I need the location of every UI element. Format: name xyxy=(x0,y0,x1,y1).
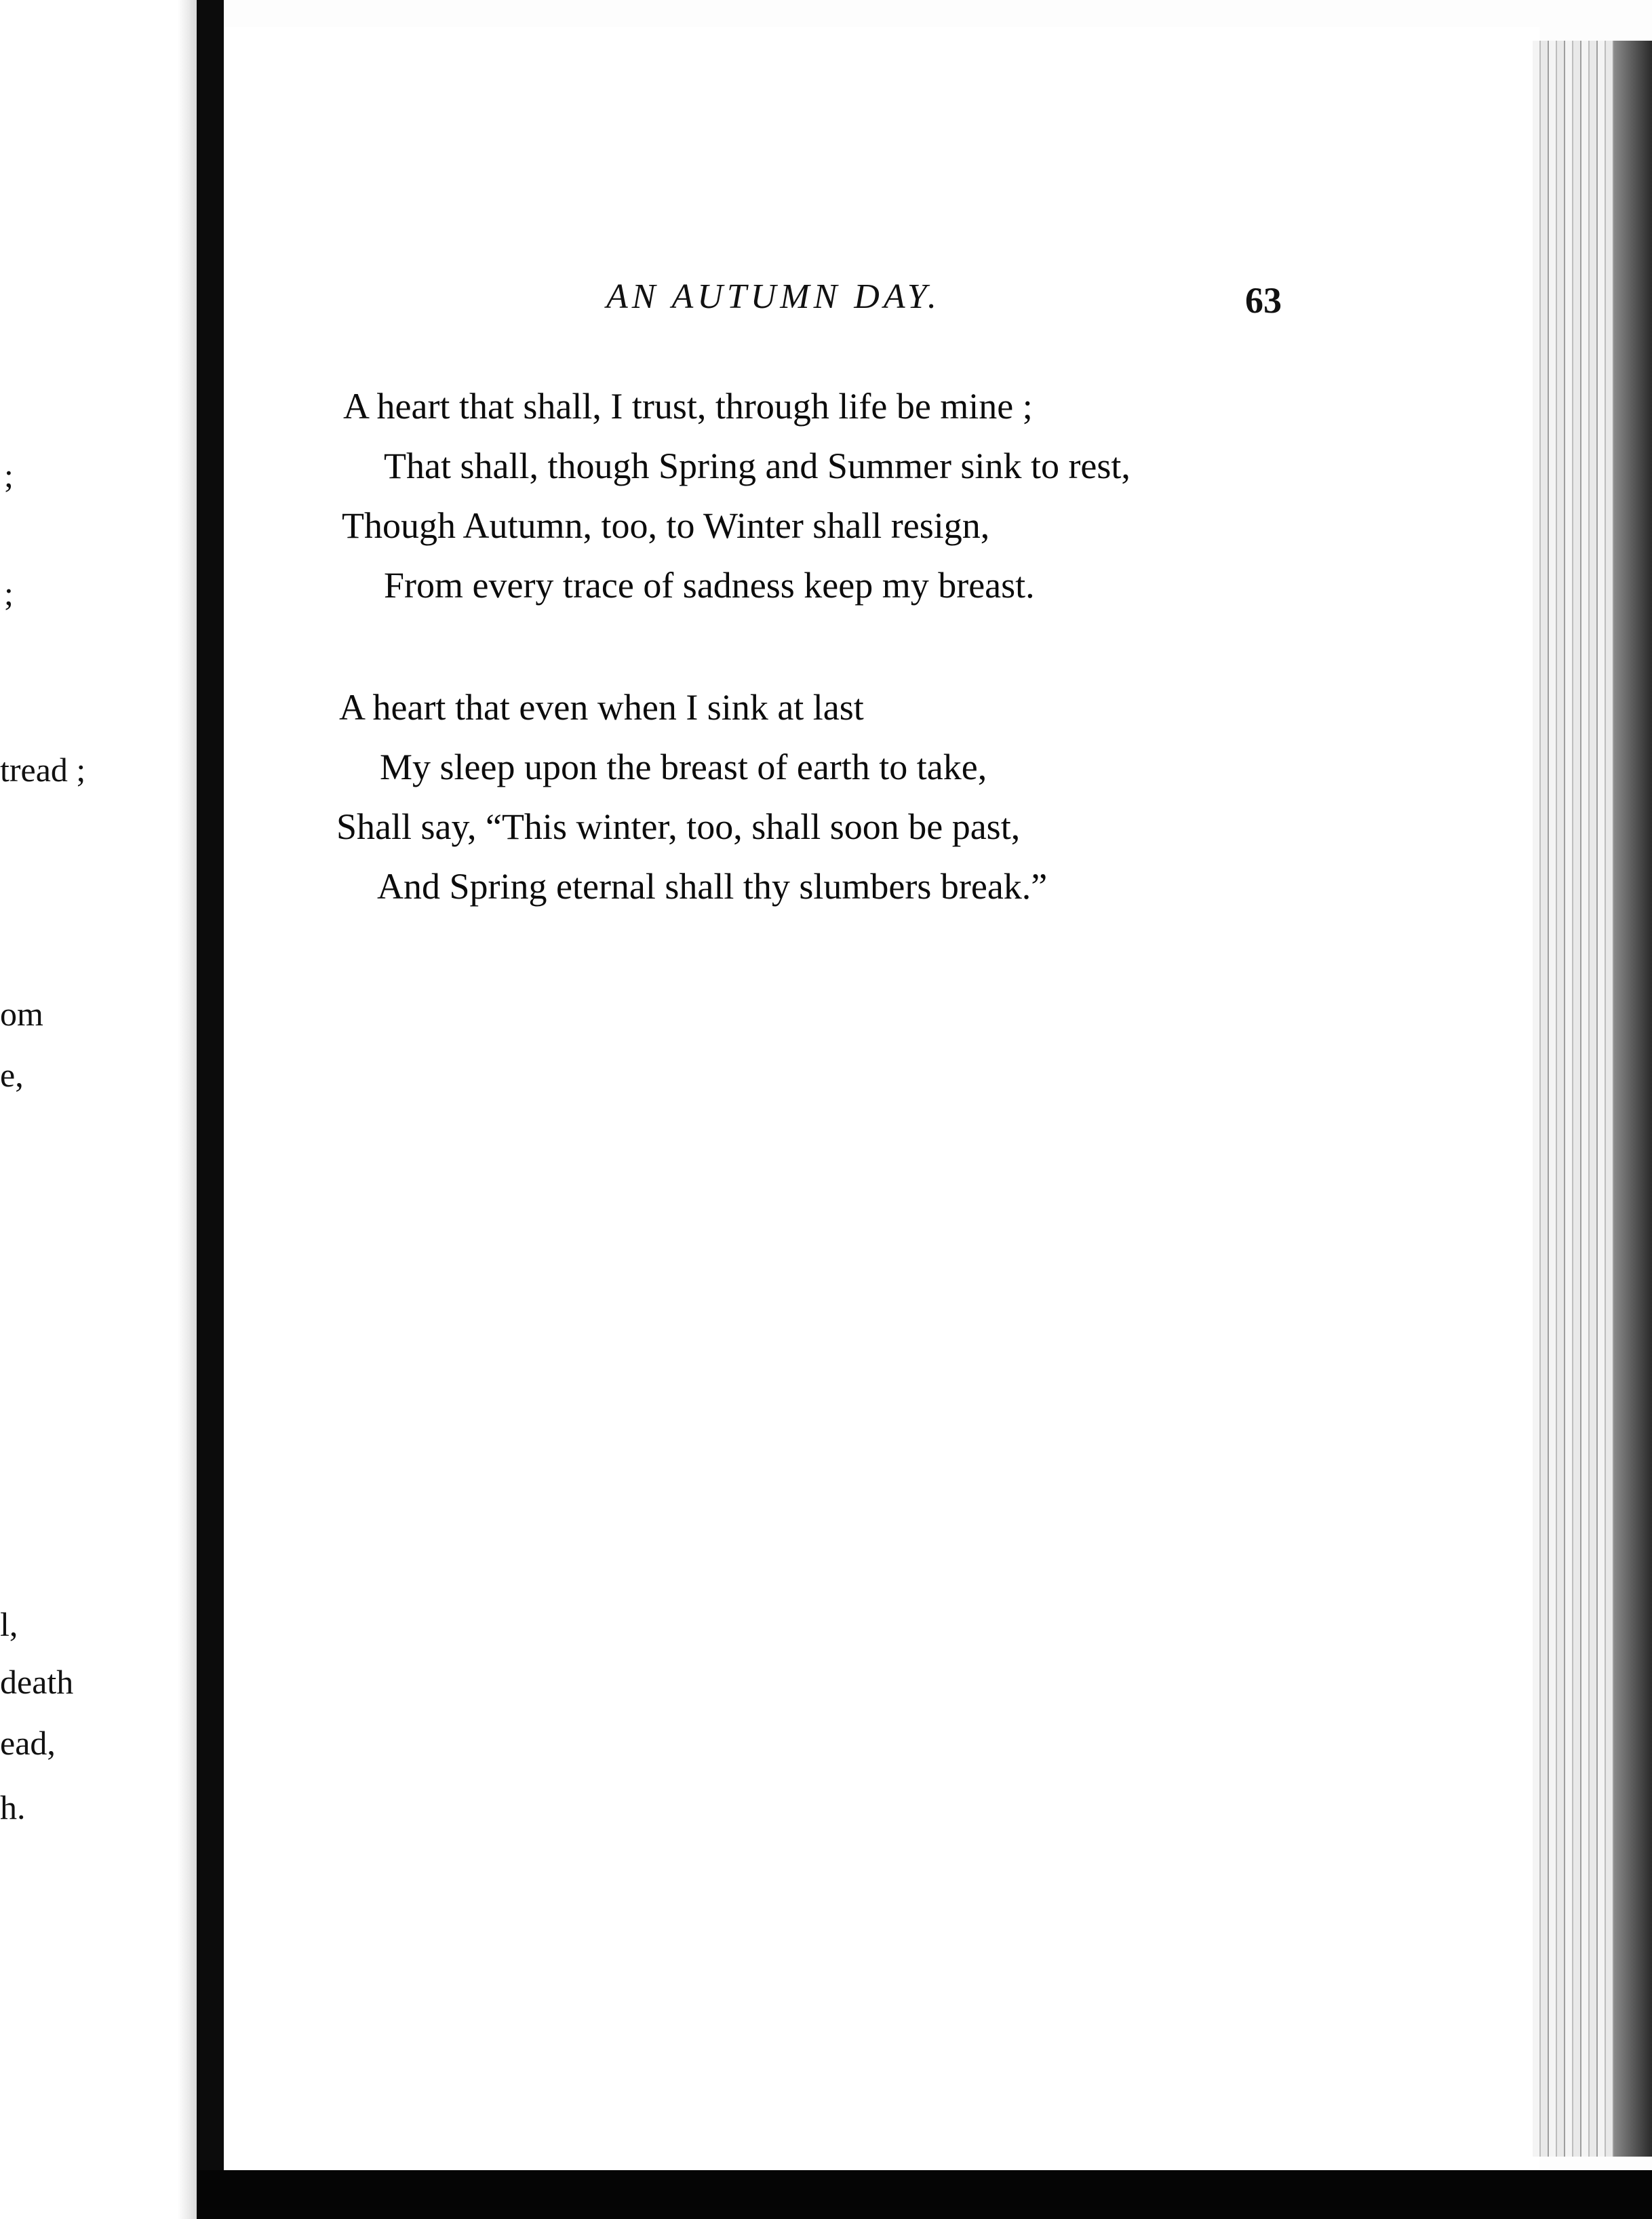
left-fragment-line: om xyxy=(0,995,43,1033)
poem-line: Though Autumn, too, to Winter shall resign, xyxy=(342,505,990,546)
page-number: 63 xyxy=(1245,280,1282,321)
left-fragment-line: death xyxy=(0,1663,74,1701)
current-page xyxy=(224,27,1539,2177)
left-fragment-line: ; xyxy=(4,574,14,612)
left-fragment-line: ead, xyxy=(0,1724,56,1762)
page-edges-shadow xyxy=(1614,41,1652,2157)
poem-line: From every trace of sadness keep my breast. xyxy=(384,565,1035,606)
left-fragment-line: e, xyxy=(0,1056,24,1094)
gutter-shadow xyxy=(178,0,198,2219)
bottom-edge xyxy=(197,2170,1652,2219)
poem-line: A heart that shall, I trust, through life be mine ; xyxy=(343,386,1033,427)
left-fragment-line: h. xyxy=(0,1788,26,1826)
left-fragment-line: l, xyxy=(0,1605,18,1643)
poem-line: A heart that even when I sink at last xyxy=(339,687,864,728)
poem-line: And Spring eternal shall thy slumbers break.” xyxy=(377,866,1048,907)
book-gutter xyxy=(197,0,224,2219)
previous-page-fragment xyxy=(0,0,197,2219)
left-fragment-line: tread ; xyxy=(0,751,86,789)
left-fragment-line: ; xyxy=(4,456,14,494)
poem-line: Shall say, “This winter, too, shall soon be past, xyxy=(336,806,1021,847)
poem-line: My sleep upon the breast of earth to take, xyxy=(380,747,987,787)
poem-line: That shall, though Spring and Summer sink to rest, xyxy=(384,446,1130,486)
running-title: AN AUTUMN DAY. xyxy=(606,277,941,316)
